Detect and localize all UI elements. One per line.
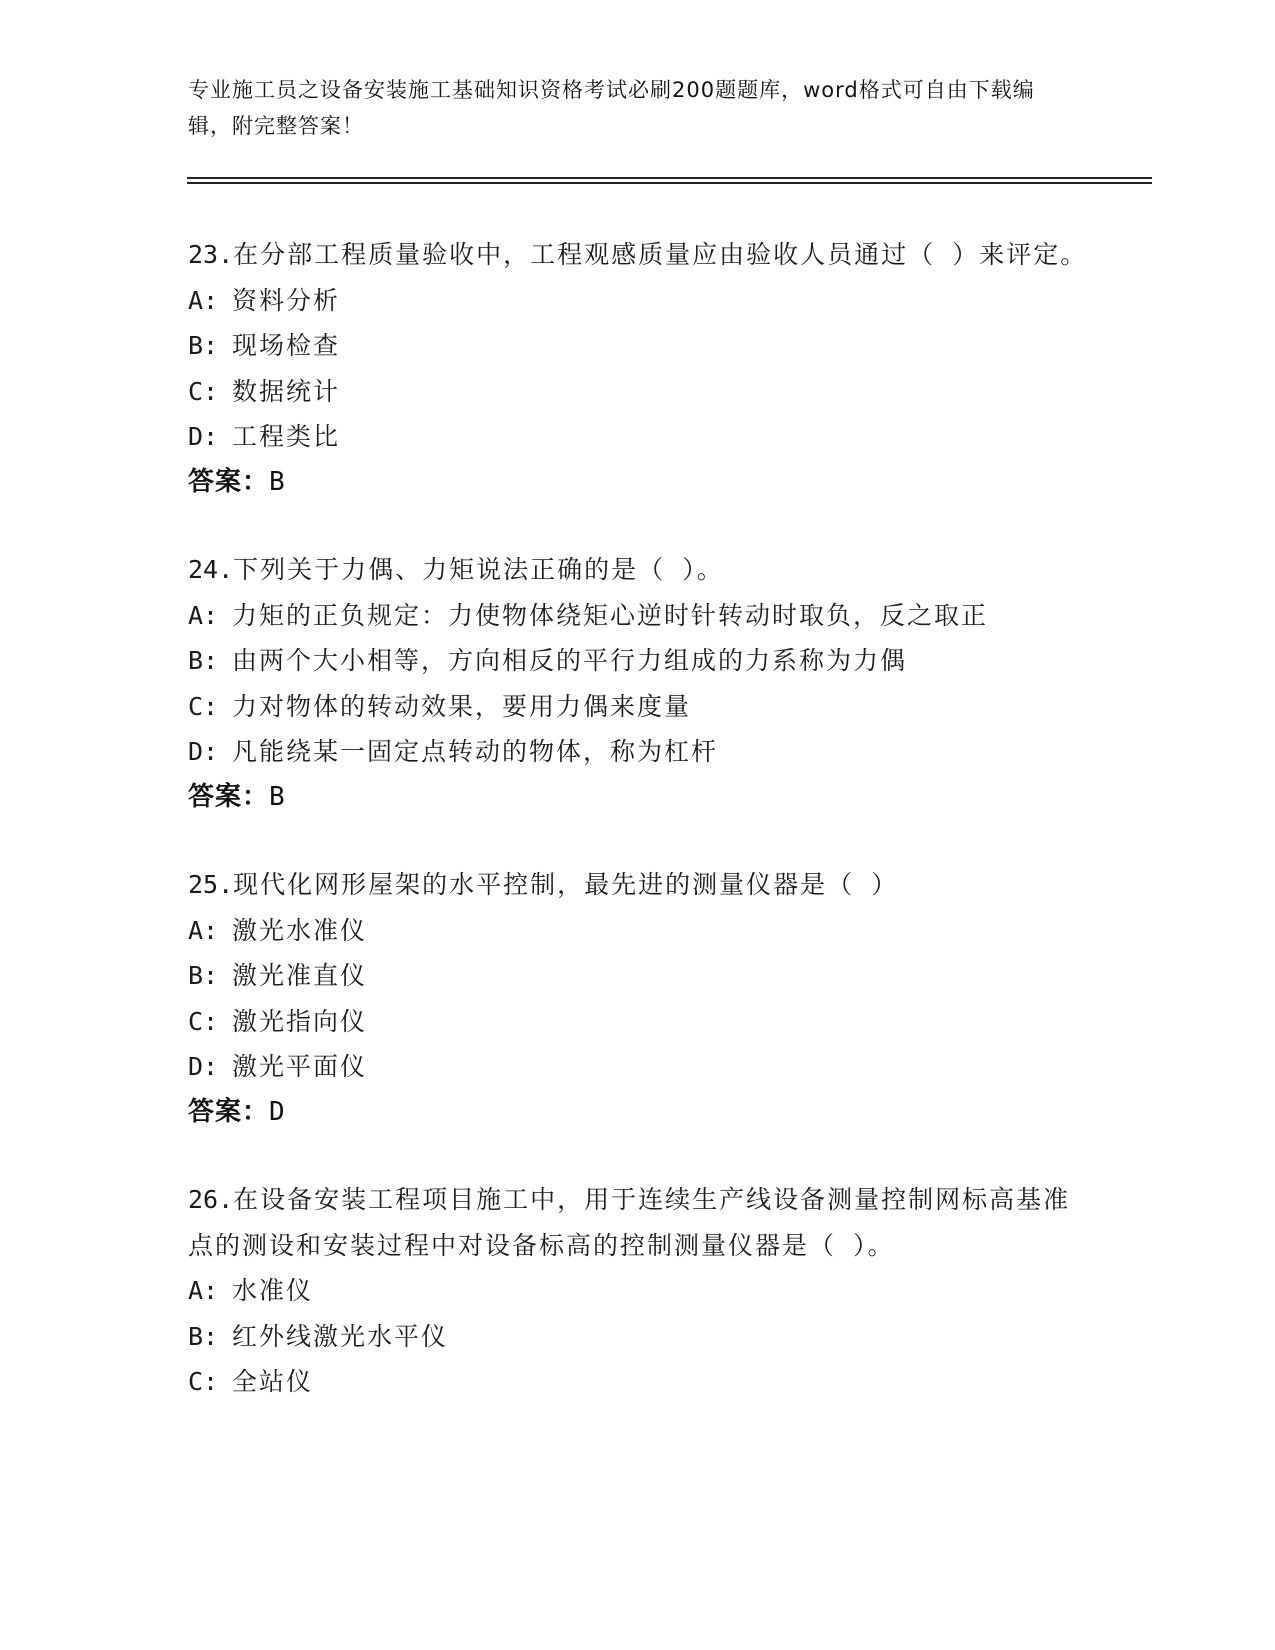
- question-block: [188, 1177, 1088, 1405]
- question-number: 23.: [188, 240, 234, 269]
- document-header: 专业施工员之设备安装施工基础知识资格考试必刷200题题库，word格式可自由下载编辑，附完整答案！: [188, 78, 1035, 138]
- question-block: [188, 547, 1088, 820]
- answer-option: [188, 908, 1088, 954]
- option-text: 水准仪: [232, 1276, 314, 1305]
- option-letter: B:: [188, 646, 219, 675]
- answer-option: [188, 323, 1088, 369]
- answer-option: [188, 414, 1088, 460]
- option-text: 工程类比: [232, 422, 341, 451]
- option-letter: D:: [188, 422, 219, 451]
- question-stem-text: 现代化网形屋架的水平控制，最先进的测量仪器是（ ）: [233, 870, 899, 899]
- answer-value: B: [269, 466, 286, 497]
- option-text: 激光水准仪: [232, 915, 368, 945]
- option-letter: A:: [188, 915, 219, 945]
- question-stem-text: 在分部工程质量验收中，工程观感质量应由验收人员通过（ ）来评定。: [233, 240, 1088, 269]
- option-letter: A:: [188, 1276, 219, 1305]
- question-block: [188, 862, 1088, 1135]
- header-rule-top: [187, 177, 1152, 179]
- question-list: [188, 232, 1088, 1447]
- option-letter: C:: [188, 1367, 219, 1396]
- answer-value: D: [269, 1096, 286, 1127]
- question-number: 24.: [188, 555, 234, 584]
- option-text: 激光指向仪: [232, 1006, 368, 1036]
- option-letter: D:: [188, 1052, 219, 1081]
- question-block: [188, 232, 1088, 505]
- answer-option: [188, 684, 1088, 730]
- question-number: 26.: [188, 1185, 234, 1214]
- answer-option: [188, 1359, 1088, 1405]
- option-text: 数据统计: [232, 376, 341, 406]
- option-text: 全站仪: [232, 1367, 314, 1396]
- question-stem: [188, 232, 1088, 278]
- option-letter: B:: [188, 961, 219, 990]
- option-letter: A:: [188, 600, 219, 630]
- answer-option: [188, 1314, 1088, 1360]
- answer-option: [188, 1044, 1088, 1090]
- question-stem: [188, 547, 1088, 593]
- option-text: 激光平面仪: [232, 1052, 368, 1081]
- option-letter: C:: [188, 691, 219, 721]
- answer-option: [188, 278, 1088, 324]
- answer-label: 答案：: [188, 1096, 270, 1127]
- option-text: 凡能绕某一固定点转动的物体，称为杠杆: [232, 737, 719, 766]
- option-letter: C:: [188, 376, 219, 406]
- option-text: 力矩的正负规定：力使物体绕矩心逆时针转动时取负，反之取正: [232, 600, 989, 630]
- answer-option: [188, 953, 1088, 999]
- option-letter: A:: [188, 285, 219, 315]
- answer-option: [188, 638, 1088, 684]
- answer-label: 答案：: [188, 466, 270, 497]
- answer-line: [188, 1090, 1088, 1136]
- answer-option: [188, 1268, 1088, 1314]
- answer-option: [188, 593, 1088, 639]
- answer-line: [188, 460, 1088, 506]
- option-text: 资料分析: [232, 285, 341, 315]
- question-stem-text: 在设备安装工程项目施工中，用于连续生产线设备测量控制网标高基准点的测设和安装过程中对设备标高的控制测量仪器是（ ）。: [188, 1185, 1071, 1260]
- answer-option: [188, 999, 1088, 1045]
- question-stem-text: 下列关于力偶、力矩说法正确的是（ ）。: [233, 555, 724, 584]
- option-text: 激光准直仪: [232, 961, 368, 990]
- answer-option: [188, 369, 1088, 415]
- answer-label: 答案：: [188, 781, 270, 812]
- answer-value: B: [269, 781, 286, 812]
- option-text: 红外线激光水平仪: [232, 1321, 449, 1351]
- option-text: 现场检查: [232, 331, 341, 360]
- option-letter: B:: [188, 1321, 219, 1351]
- option-text: 力对物体的转动效果，要用力偶来度量: [232, 691, 692, 721]
- answer-option: [188, 729, 1088, 775]
- option-letter: D:: [188, 737, 219, 766]
- option-text: 由两个大小相等，方向相反的平行力组成的力系称为力偶: [232, 646, 908, 675]
- option-letter: B:: [188, 331, 219, 360]
- question-number: 25.: [188, 870, 234, 899]
- header-rule-bottom: [187, 182, 1152, 184]
- option-letter: C:: [188, 1006, 219, 1036]
- question-stem: [188, 1177, 1088, 1268]
- question-stem: [188, 862, 1088, 908]
- answer-line: [188, 775, 1088, 821]
